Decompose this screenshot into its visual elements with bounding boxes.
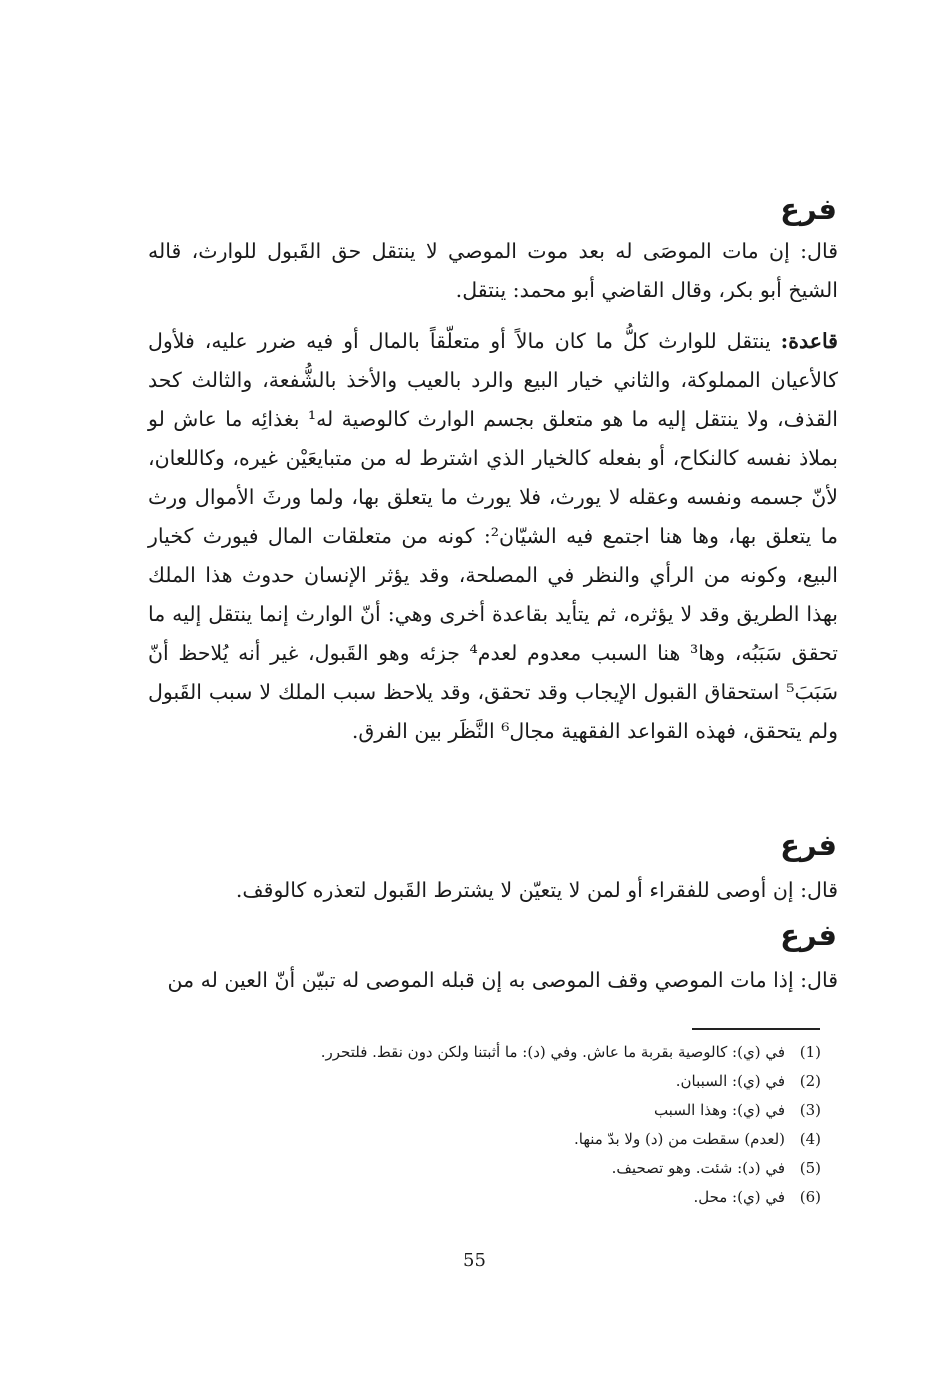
- paragraph-4: قال: إذا مات الموصي وقف الموصى به إن قبله الموصى له تبيّن أنّ العين له من: [167, 968, 838, 992]
- footnote: [171, 1154, 821, 1183]
- footnote-text: في (ي): محل.: [693, 1188, 785, 1206]
- footnote-separator: [692, 1028, 820, 1030]
- rule-paragraph: [148, 322, 838, 751]
- section-heading-3: فرع: [780, 918, 837, 952]
- footnote-number: (4): [799, 1130, 821, 1148]
- footnote: [171, 1038, 821, 1067]
- footnote: [171, 1125, 821, 1154]
- page-number: 55: [463, 1250, 486, 1271]
- rule-text: ينتقل للوارث كلُّ ما كان مالاً أو متعلّقاً بالمال أو فيه ضرر عليه، فلأول كالأعيان المملوكة، والثاني خيار البيع والرد بالعيب والأخذ بالشُّفعة، والثالث كحد القذف، ولا ينتقل إليه ما هو متعلق بجسم الوارث كالوصية له¹ بغذائِه ما عاش لو بملاذ نفسه كالنكاح، أو بفعله كالخيار الذي اشترط له من متبايعَيْن غيره، وكاللعان، لأنّ جسمه ونفسه وعقله لا يورث، فلا يورث ما يتعلق بها، ولما ورثَ الأموال ورث ما يتعلق بها، وها هنا اجتمع فيه الشيّان²: كونه من متعلقات المال فيورث كخيار البيع، وكونه من الرأي والنظر في المصلحة، وقد يؤثر الإنسان حدوث هذا الملك بهذا الطريق وقد لا يؤثره، ثم يتأيد بقاعدة أخرى وهي: أنّ الوارث إنما ينتقل إليه ما تحقق سَبَبُه، وها³ هنا السبب معدوم لعدم⁴ جزئه وهو القَبول، غير أنه يُلاحظ أنّ سَبَبَ⁵ استحقاق القبول الإيجاب وقد تحقق، وقد يلاحظ سبب الملك لا سبب القَبول ولم يتحقق، فهذه القواعد الفقهية مجال⁶ النَّظَر بين الفرق.: [148, 329, 839, 743]
- footnote-text: (لعدم) سقطت من (د) ولا بدّ منها.: [574, 1130, 785, 1148]
- section-heading-2: فرع: [780, 828, 837, 862]
- footnote-text: في (ي): كالوصية بقربة ما عاش. وفي (د): ما أثبتنا ولكن دون نقط. فلتحرر.: [320, 1043, 785, 1061]
- rule-label: قاعدة:: [780, 329, 838, 353]
- footnote-number: (6): [799, 1188, 821, 1206]
- footnote-number: (5): [799, 1159, 821, 1177]
- footnote-number: (2): [799, 1072, 821, 1090]
- paragraph-3: قال: إن أوصى للفقراء أو لمن لا يتعيّن لا يشترط القَبول لتعذره كالوقف.: [235, 878, 838, 902]
- footnote-text: في (د): شئت. وهو تصحيف.: [611, 1159, 785, 1177]
- footnote-number: (1): [799, 1043, 821, 1061]
- footnote: [171, 1183, 821, 1212]
- footnote-text: في (ي): وهذا السبب: [653, 1101, 785, 1119]
- paragraph-1: قال: إن مات الموصَى له بعد موت الموصي لا ينتقل حق القَبول للوارث، قاله الشيخ أبو بكر، وقال القاضي أبو محمد: ينتقل.: [148, 239, 838, 302]
- footnotes: [171, 1038, 821, 1212]
- footnote-number: (3): [799, 1101, 821, 1119]
- footnote: [171, 1067, 821, 1096]
- footnote: [171, 1096, 821, 1125]
- footnote-text: في (ي): السببان.: [675, 1072, 785, 1090]
- section-heading-1: فرع: [780, 192, 837, 226]
